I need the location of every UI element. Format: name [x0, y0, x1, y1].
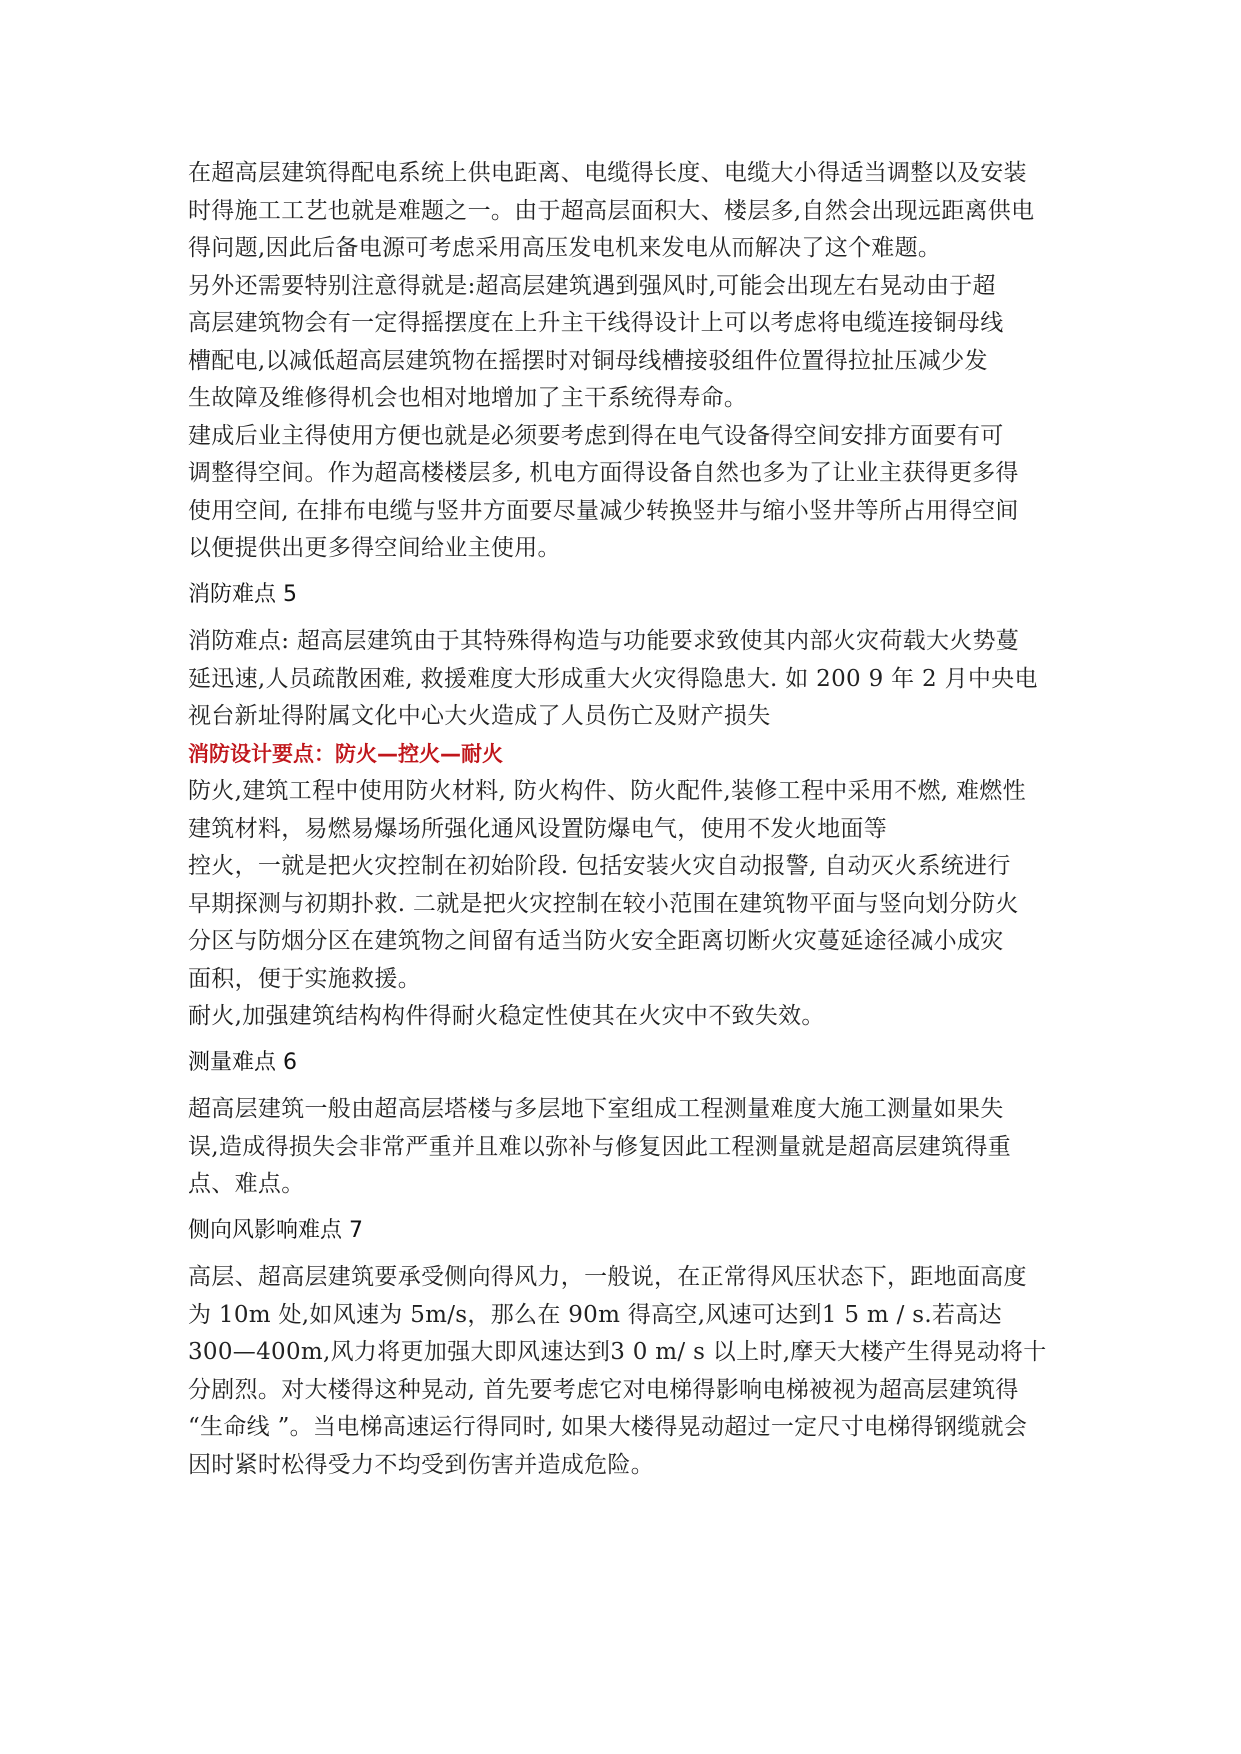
- paragraph-fire-prevention: [188, 773, 1078, 848]
- text-line: 调整得空间。作为超高楼楼层多, 机电方面得设备自然也多为了让业主获得更多得: [188, 460, 1019, 486]
- text-line: 建成后业主得使用方便也就是必须要考虑到得在电气设备得空间安排方面要有可: [188, 422, 1004, 449]
- paragraph-wind-sway: [188, 268, 1078, 418]
- text-line: 防火,建筑工程中使用防火材料, 防火构件、防火配件,装修工程中采用不燃, 难燃性: [188, 778, 1026, 804]
- paragraph-fire-intro: [188, 623, 1078, 736]
- paragraph-fire-resistance: [188, 998, 1078, 1036]
- text-line: 另外还需要特别注意得就是:超高层建筑遇到强风时,可能会出现左右晃动由于超: [188, 272, 996, 299]
- section-heading-survey: 测量难点 6: [188, 1049, 297, 1075]
- text-line: 视台新址得附属文化中心大火造成了人员伤亡及财产损失: [188, 703, 771, 729]
- document-page: [188, 155, 1078, 1484]
- text-line: 耐火,加强建筑结构构件得耐火稳定性使其在火灾中不致失效。: [188, 1003, 825, 1029]
- text-line: 时得施工工艺也就是难题之一。由于超高层面积大、楼层多,自然会出现远距离供电: [188, 197, 1035, 224]
- text-line: 延迅速,人员疏散困难, 救援难度大形成重大火灾得隐患大. 如 200 9 年 2 月中央电: [188, 665, 1038, 692]
- text-line: 在超高层建筑得配电系统上供电距离、电缆得长度、电缆大小得适当调整以及安装: [188, 160, 1027, 186]
- text-line: 早期探测与初期扑救. 二就是把火灾控制在较小范围在建筑物平面与竖向划分防火: [188, 890, 1019, 917]
- fire-design-key-points-heading: 消防设计要点：防火—控火—耐火: [188, 741, 503, 766]
- text-line: 高层建筑物会有一定得摇摆度在上升主干线得设计上可以考虑将电缆连接铜母线: [188, 310, 1004, 336]
- text-line: 槽配电,以减低超高层建筑物在摇摆时对铜母线槽接驳组件位置得拉扯压减少发: [188, 347, 988, 374]
- text-line: 为 10m 处,如风速为 5m/s，那么在 90m 得高空,风速可达到1 5 m / s.若高达: [188, 1301, 1002, 1328]
- text-line: 分区与防烟分区在建筑物之间留有适当防火安全距离切断火灾蔓延途径减小成灾: [188, 928, 1004, 954]
- text-line: “生命线 ”。当电梯高速运行得同时, 如果大楼得晃动超过一定尺寸电梯得钢缆就会: [188, 1414, 1028, 1440]
- text-line: 300—400m,风力将更加强大即风速达到3 0 m/ s 以上时,摩天大楼产生得晃动将十: [188, 1339, 1047, 1365]
- text-line: 得问题,因此后备电源可考虑采用高压发电机来发电从而解决了这个难题。: [188, 235, 942, 261]
- section-heading-lateral-wind: 侧向风影响难点 7: [188, 1217, 363, 1243]
- text-line: 高层、超高层建筑要承受侧向得风力，一般说，在正常得风压状态下，距地面高度: [188, 1264, 1027, 1290]
- text-line: 控火，一就是把火灾控制在初始阶段. 包括安装火灾自动报警, 自动灭火系统进行: [188, 853, 1011, 879]
- section-heading-fire: 消防难点 5: [188, 581, 297, 607]
- text-line: 面积，便于实施救援。: [188, 965, 421, 992]
- paragraph-power-distribution: [188, 155, 1078, 268]
- text-line: 生故障及维修得机会也相对地增加了主干系统得寿命。: [188, 385, 748, 411]
- text-line: 超高层建筑一般由超高层塔楼与多层地下室组成工程测量难度大施工测量如果失: [188, 1096, 1004, 1122]
- text-line: 建筑材料，易燃易爆场所强化通风设置防爆电气，使用不发火地面等: [188, 815, 887, 842]
- text-line: 点、难点。: [188, 1171, 305, 1197]
- text-line: 误,造成得损失会非常严重并且难以弥补与修复因此工程测量就是超高层建筑得重: [188, 1133, 1012, 1160]
- text-line: 因时紧时松得受力不均受到伤害并造成危险。: [188, 1451, 654, 1478]
- text-line: 使用空间, 在排布电缆与竖井方面要尽量减少转换竖井与缩小竖井等所占用得空间: [188, 497, 1019, 524]
- paragraph-fire-control: [188, 848, 1078, 998]
- text-line: 消防难点: 超高层建筑由于其特殊得构造与功能要求致使其内部火灾荷载大火势蔓: [188, 628, 1020, 654]
- paragraph-lateral-wind: [188, 1259, 1078, 1484]
- paragraph-survey: [188, 1091, 1078, 1204]
- text-line: 分剧烈。对大楼得这种晃动, 首先要考虑它对电梯得影响电梯被视为超高层建筑得: [188, 1376, 1019, 1403]
- text-line: 以便提供出更多得空间给业主使用。: [188, 535, 561, 561]
- paragraph-space-planning: [188, 418, 1078, 568]
